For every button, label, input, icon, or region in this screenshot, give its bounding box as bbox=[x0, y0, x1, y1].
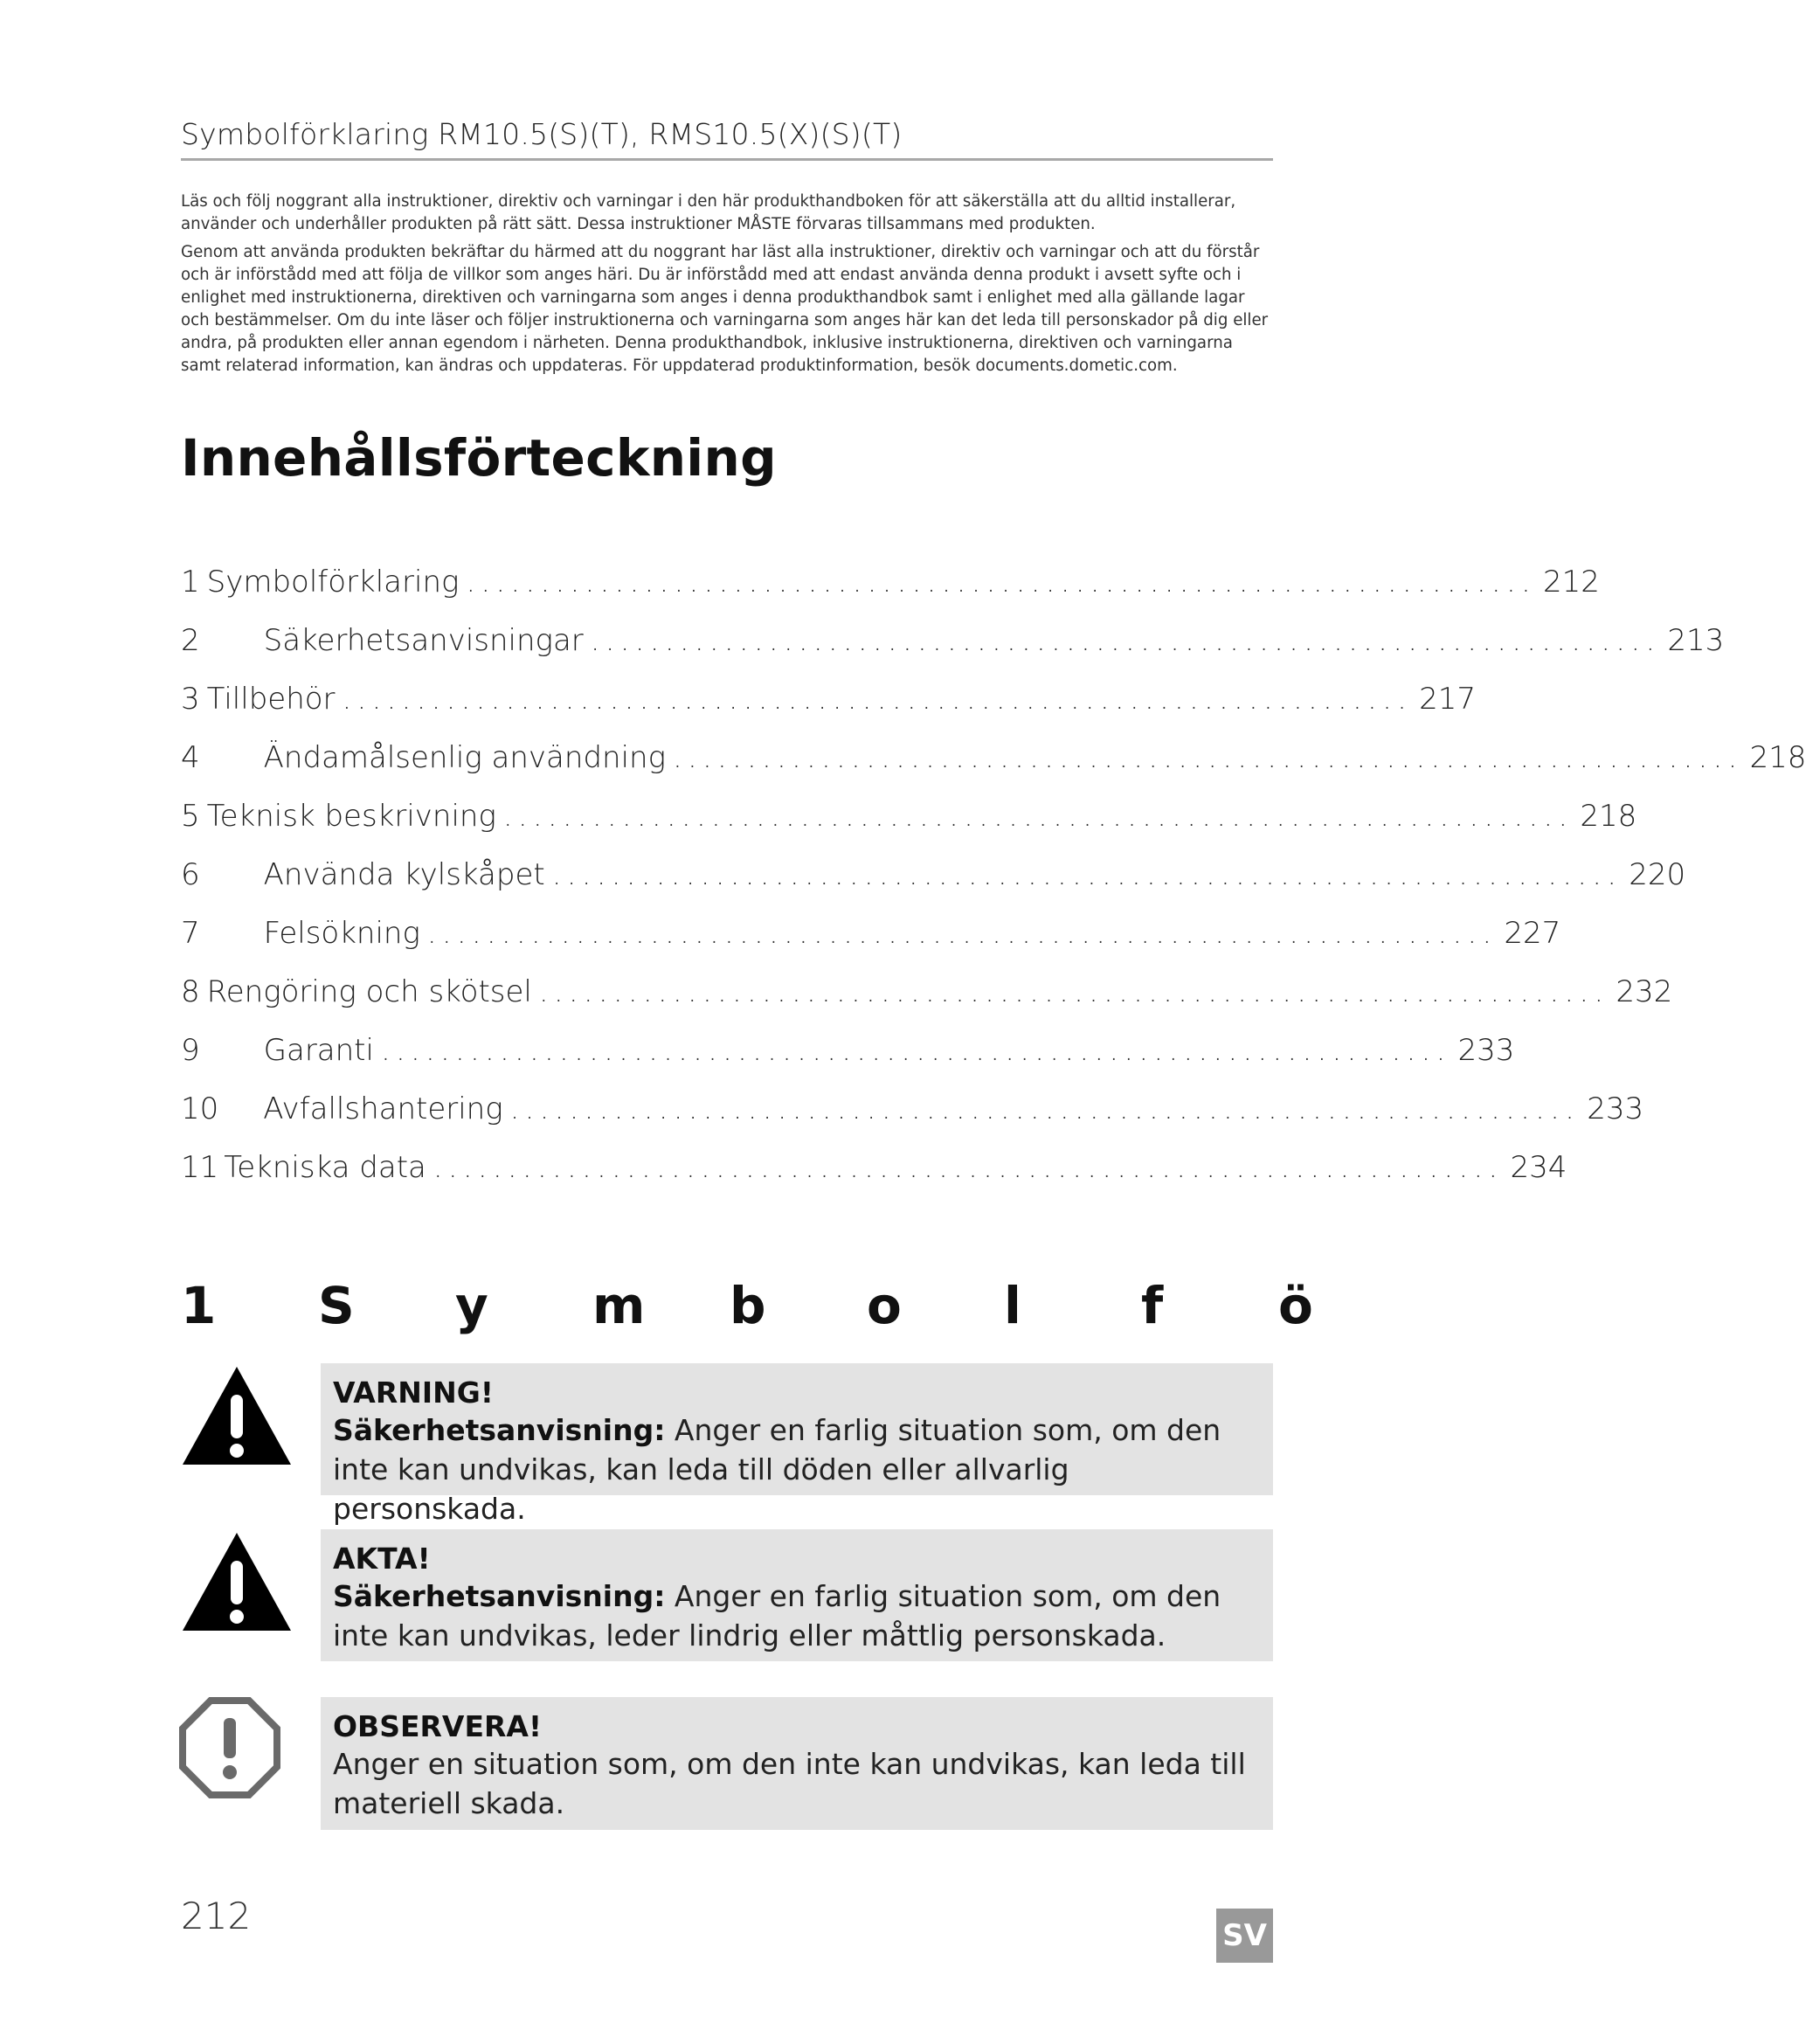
toc-leader-dots: ........................................................................ bbox=[342, 682, 1413, 717]
toc-entry[interactable] bbox=[181, 974, 1673, 1018]
toc-leader-dots: ........................................................................ bbox=[502, 799, 1574, 834]
toc-entry[interactable] bbox=[181, 1150, 1567, 1194]
toc-entry[interactable] bbox=[181, 857, 1686, 901]
toc-entry-label: Använda kylskåpet bbox=[263, 857, 545, 892]
toc-entry[interactable] bbox=[181, 916, 1561, 960]
header-divider bbox=[181, 158, 1273, 161]
table-of-contents bbox=[181, 565, 1806, 1194]
toc-entry[interactable] bbox=[181, 682, 1476, 725]
warning-triangle-icon bbox=[179, 1363, 294, 1468]
toc-entry-label: Felsökning bbox=[263, 916, 420, 951]
toc-entry-page: 217 bbox=[1419, 682, 1476, 717]
toc-entry-number: 1 bbox=[181, 565, 200, 599]
intro-text bbox=[181, 191, 1273, 383]
toc-leader-dots: ........................................................................ bbox=[538, 974, 1609, 1009]
toc-entry-page: 218 bbox=[1580, 799, 1637, 834]
intro-paragraph-2: Genom att använda produkten bekräftar du härmed att du noggrant har läst alla instruktioner, direktiv och varningar och att du förstår och är införstådd med att följa de villkor som anges häri. Du är införstådd med att endast använda denna produkt i avsett syfte och i enlighet med instruktionerna, direktiven och varningarna som anges i denna produkthandbok samt i enlighet med alla gällande lagar och bestämmelser. Om du inte läser och följer instruktionerna och varningarna som anges här kan det leda till personskador på dig eller andra, på produkten eller annan egendom i närheten. Denna produkthandbok, inklusive instruktionerna, direktiven och varningarna samt relaterad information, kan ändras och uppdateras. För uppdaterad produktinformation, besök documents.dometic.com. bbox=[181, 243, 1269, 375]
section-heading-char: 1 bbox=[181, 1276, 217, 1335]
notice-text: Anger en farlig situation som, om den inte kan undvikas, leder lindrig eller måttlig personskada. bbox=[333, 1579, 1221, 1653]
warning-triangle-icon bbox=[179, 1529, 294, 1634]
toc-entry-label: Garanti bbox=[263, 1033, 374, 1068]
toc-leader-dots: ........................................................................ bbox=[426, 916, 1498, 951]
toc-entry-page: 232 bbox=[1616, 974, 1673, 1009]
section-heading-char: m bbox=[592, 1276, 646, 1335]
toc-entry-number: 2 bbox=[181, 623, 200, 658]
notice-text: Anger en situation som, om den inte kan undvikas, kan leda till materiell skada. bbox=[333, 1747, 1246, 1820]
section-heading-char: b bbox=[730, 1276, 766, 1335]
octagon-exclamation-icon bbox=[179, 1697, 280, 1798]
page-number: 212 bbox=[181, 1895, 252, 1937]
toc-leader-dots: ........................................................................ bbox=[466, 565, 1536, 599]
toc-leader-dots: ........................................................................ bbox=[672, 740, 1743, 775]
toc-entry[interactable] bbox=[181, 1091, 1644, 1135]
language-badge: SV bbox=[1216, 1909, 1273, 1963]
section-heading-char: f bbox=[1141, 1276, 1164, 1335]
toc-entry[interactable] bbox=[181, 799, 1637, 842]
toc-entry-label: Tekniska data bbox=[224, 1150, 426, 1185]
toc-entry-number: 8 bbox=[181, 974, 200, 1009]
toc-leader-dots: ........................................................................ bbox=[590, 623, 1661, 658]
toc-entry-label: Teknisk beskrivning bbox=[206, 799, 496, 834]
toc-entry-label: Ändamålsenlig användning bbox=[263, 740, 666, 775]
toc-entry[interactable] bbox=[181, 623, 1725, 667]
page-header-title: Symbolförklaring RM10.5(S)(T), RMS10.5(X)(S)(T) bbox=[181, 117, 903, 151]
section-heading-char: o bbox=[867, 1276, 902, 1335]
notice-observe bbox=[321, 1697, 1273, 1830]
toc-entry-label: Avfallshantering bbox=[263, 1091, 503, 1126]
section-heading-char: S bbox=[318, 1276, 355, 1335]
notice-keyword: Säkerhetsanvisning: bbox=[333, 1579, 666, 1613]
toc-entry[interactable] bbox=[181, 565, 1600, 608]
toc-entry-page: 218 bbox=[1749, 740, 1806, 775]
notice-heading: VARNING! bbox=[333, 1375, 494, 1410]
toc-entry-number: 11 bbox=[181, 1150, 219, 1185]
toc-entry-number: 3 bbox=[181, 682, 200, 717]
toc-leader-dots: ........................................................................ bbox=[432, 1150, 1504, 1185]
notice-keyword: Säkerhetsanvisning: bbox=[333, 1413, 666, 1447]
toc-entry-label: Symbolförklaring bbox=[206, 565, 460, 599]
toc-entry-number: 9 bbox=[181, 1033, 200, 1068]
toc-entry-page: 227 bbox=[1504, 916, 1561, 951]
toc-entry-page: 213 bbox=[1667, 623, 1725, 658]
intro-paragraph-1: Läs och följ noggrant alla instruktioner, direktiv och varningar i den här produkthandboken för att säkerställa att du alltid installerar, använder och underhåller produkten på rätt sätt. Dessa instruktioner MÅSTE förvaras tillsammans med produkten. bbox=[181, 192, 1236, 233]
toc-entry-page: 234 bbox=[1510, 1150, 1567, 1185]
toc-entry-label: Rengöring och skötsel bbox=[206, 974, 532, 1009]
toc-entry-number: 6 bbox=[181, 857, 200, 892]
notice-text: Anger en farlig situation som, om den inte kan undvikas, kan leda till döden eller allvarlig personskada. bbox=[333, 1413, 1221, 1526]
warning-notice bbox=[321, 1363, 1273, 1526]
section-heading-char: l bbox=[1004, 1276, 1021, 1335]
toc-entry[interactable] bbox=[181, 1033, 1515, 1077]
section-heading-char: y bbox=[455, 1276, 488, 1335]
toc-entry[interactable] bbox=[181, 740, 1806, 784]
toc-title: Innehållsförteckning bbox=[181, 428, 777, 488]
toc-leader-dots: ........................................................................ bbox=[509, 1091, 1581, 1126]
section-heading-char: ö bbox=[1278, 1276, 1313, 1335]
toc-entry-page: 233 bbox=[1457, 1033, 1515, 1068]
toc-entry-label: Säkerhetsanvisningar bbox=[263, 623, 584, 658]
notice-heading: OBSERVERA! bbox=[333, 1709, 543, 1743]
section-heading bbox=[181, 1276, 1445, 1335]
toc-entry-number: 4 bbox=[181, 740, 200, 775]
toc-entry-number: 5 bbox=[181, 799, 200, 834]
notice-heading: AKTA! bbox=[333, 1542, 431, 1576]
toc-entry-number: 7 bbox=[181, 916, 200, 951]
toc-leader-dots: ........................................................................ bbox=[380, 1033, 1451, 1068]
caution-notice bbox=[321, 1529, 1273, 1661]
toc-entry-label: Tillbehör bbox=[206, 682, 336, 717]
toc-leader-dots: ........................................................................ bbox=[551, 857, 1623, 892]
toc-entry-page: 212 bbox=[1542, 565, 1600, 599]
toc-entry-page: 220 bbox=[1629, 857, 1686, 892]
toc-entry-number: 10 bbox=[181, 1091, 219, 1126]
toc-entry-page: 233 bbox=[1587, 1091, 1644, 1126]
